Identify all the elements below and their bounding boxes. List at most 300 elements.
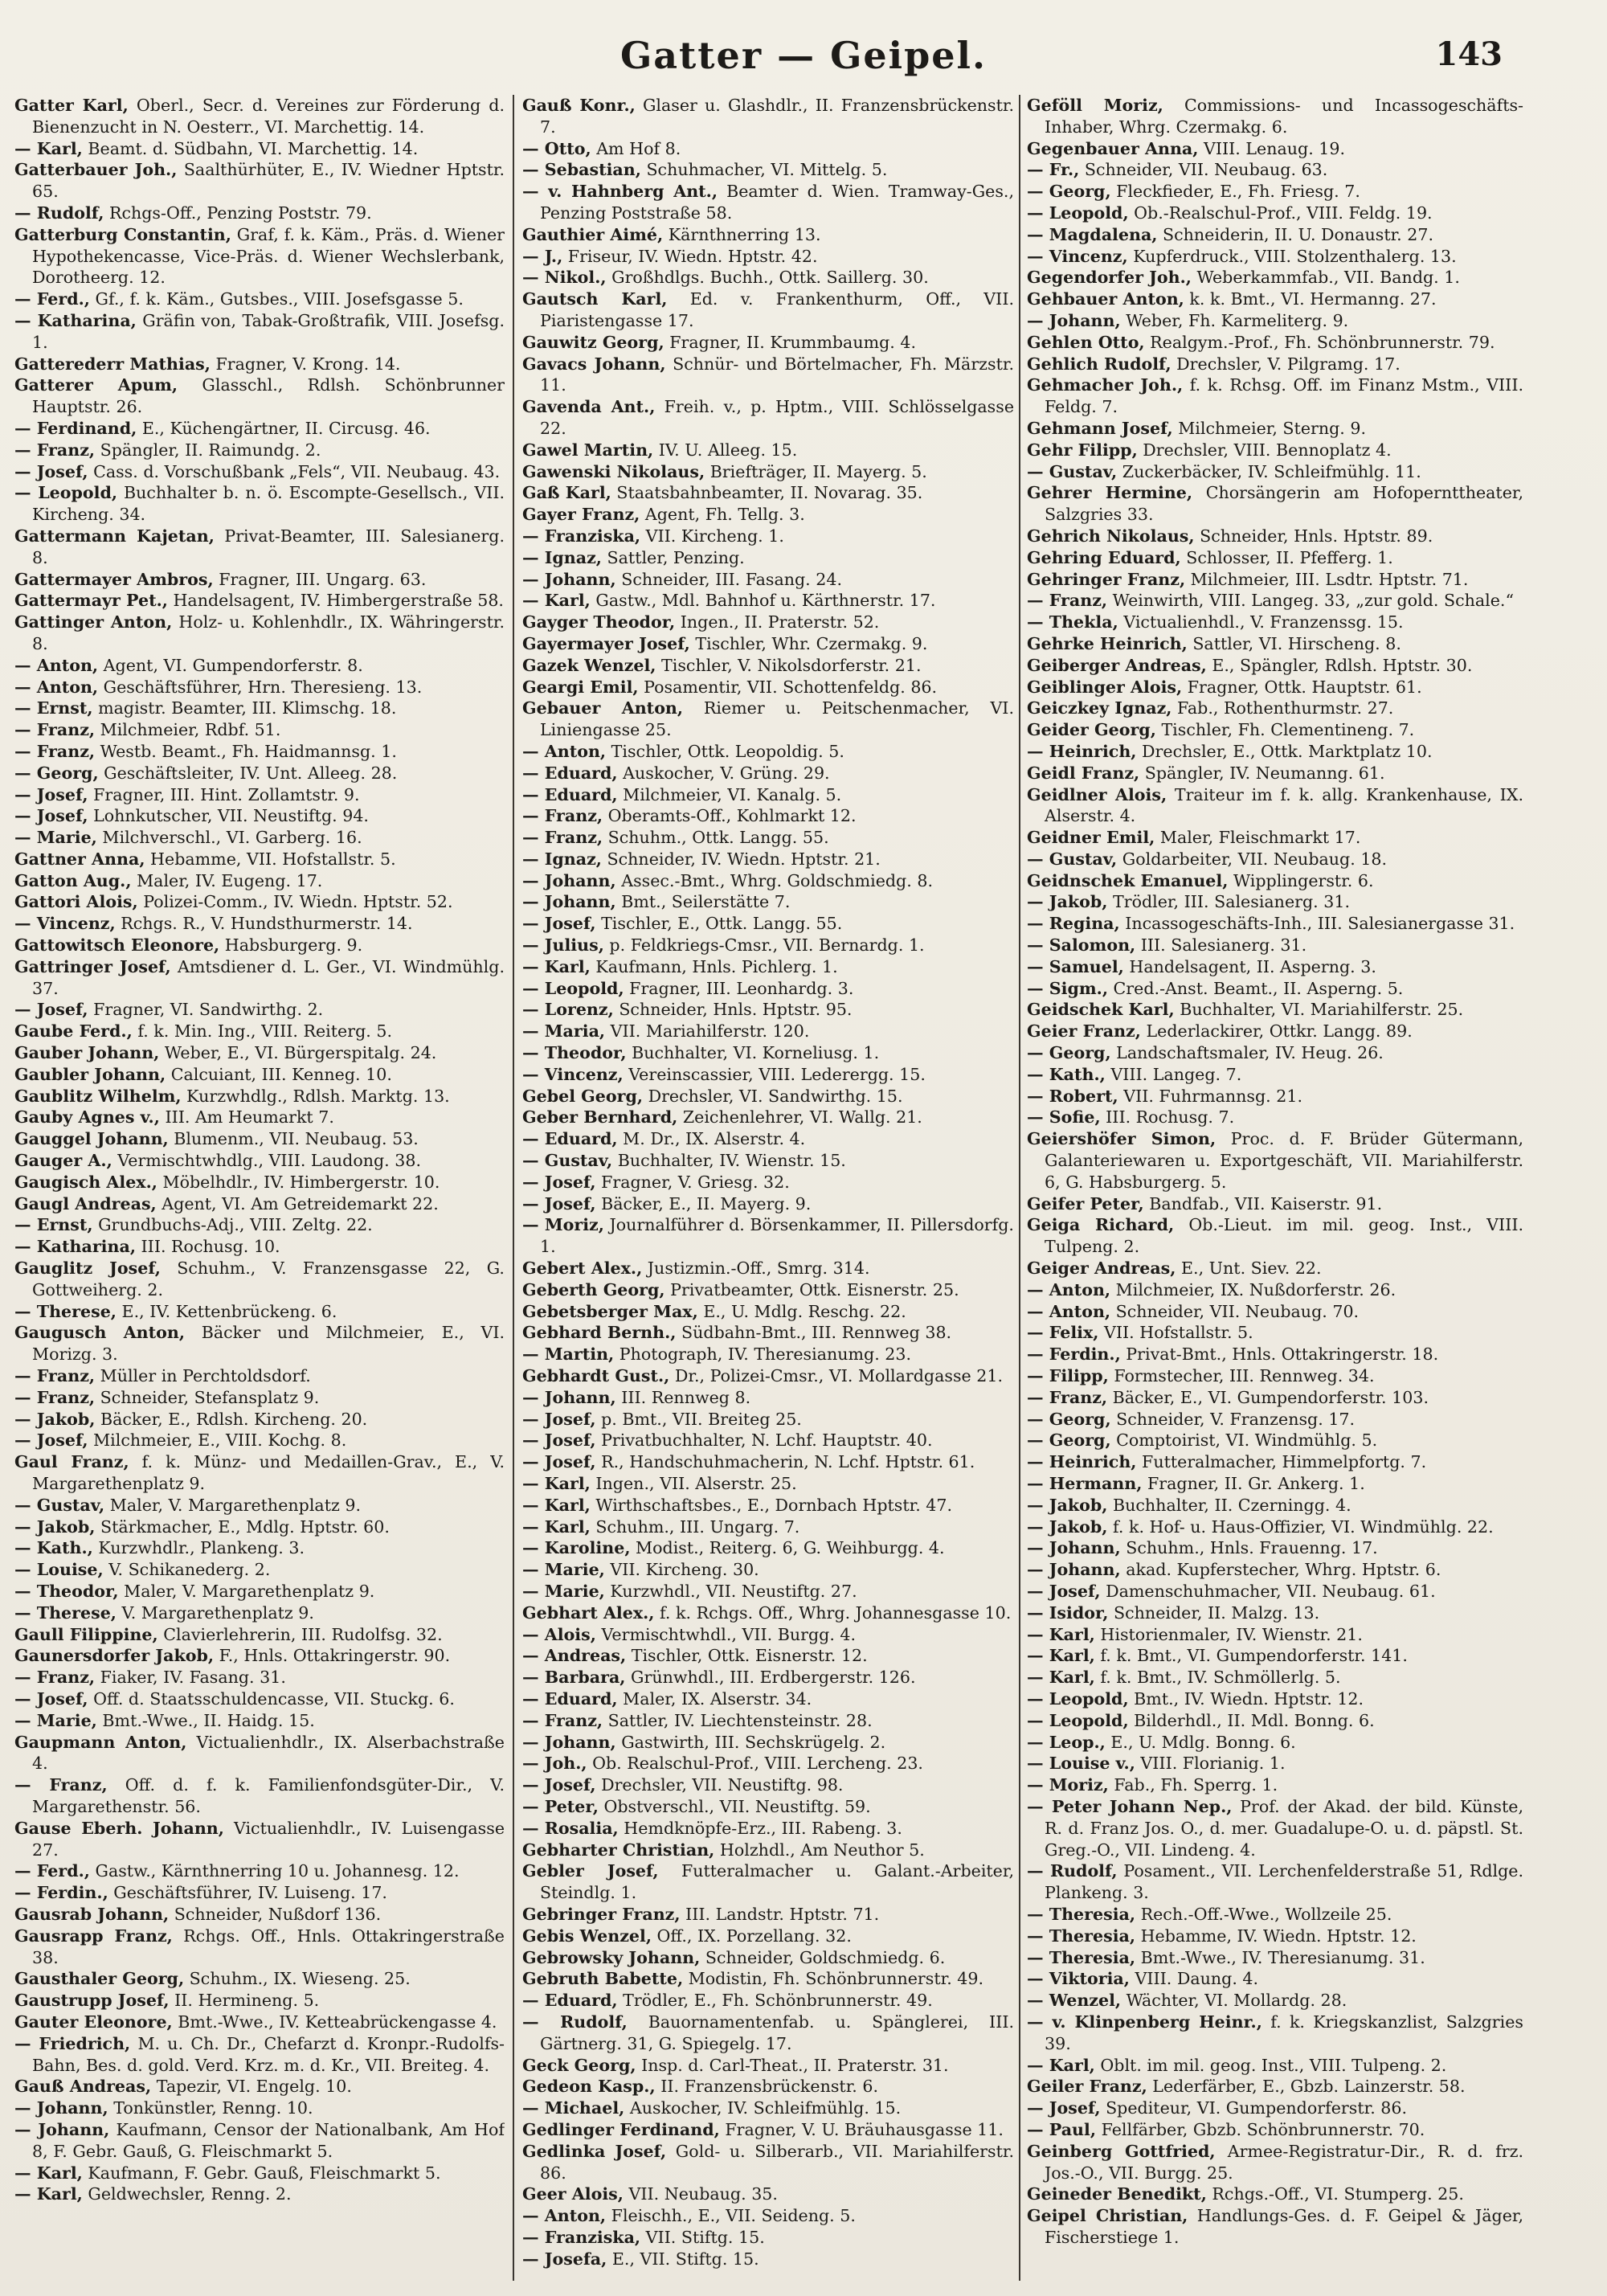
entry-name: — Franz,: [522, 1710, 603, 1730]
entry-name: Gebhart Alex.,: [522, 1602, 655, 1623]
entry-details: Fragner, II. Gr. Ankerg. 1.: [1147, 1474, 1365, 1493]
entry-details: Handelsagent, II. Asperng. 3.: [1129, 956, 1376, 976]
entry-name: Gehbauer Anton,: [1027, 289, 1184, 309]
directory-entry: [522, 827, 1014, 849]
directory-entry: [1027, 1107, 1523, 1128]
entry-name: — Hermann,: [1027, 1474, 1143, 1493]
entry-name: — Katharina,: [14, 1237, 136, 1257]
directory-entry: [14, 1128, 505, 1150]
entry-name: — Michael,: [522, 2098, 625, 2118]
page-number: 143: [1435, 35, 1503, 73]
entry-name: — Josef,: [522, 1193, 596, 1213]
entry-details: Bmt., IV. Wiedn. Hptstr. 12.: [1134, 1688, 1364, 1709]
directory-entry: [522, 1796, 1014, 1818]
entry-name: — Ferdin.,: [1027, 1344, 1121, 1365]
entry-name: Gegenbauer Anna,: [1027, 138, 1199, 158]
directory-entry: [1027, 569, 1523, 591]
entry-name: — Magdalena,: [1027, 224, 1158, 244]
entry-name: Geidschek Karl,: [1027, 1000, 1175, 1020]
entry-name: — J.,: [522, 246, 563, 266]
entry-name: — Sigm.,: [1027, 978, 1108, 998]
entry-details: Buchhalter b. n. ö. Escompte-Gesellsch., VII. Kircheng. 34.: [32, 483, 505, 525]
directory-entry: [1027, 677, 1523, 698]
entry-details: Schneider, VII. Neubaug. 70.: [1115, 1301, 1360, 1321]
page-header: [0, 27, 1607, 84]
entry-details: Modist., Reiterg. 6, G. Weihburgg. 4.: [636, 1538, 945, 1558]
directory-entry: [1027, 827, 1523, 849]
directory-entry: [1027, 935, 1523, 956]
entry-details: Drechsler, VIII. Bennoplatz 4.: [1143, 440, 1392, 460]
directory-entry: [14, 719, 505, 741]
directory-entry: [14, 2119, 505, 2163]
entry-details: f. k. Min. Ing., VIII. Reiterg. 5.: [137, 1021, 392, 1042]
entry-details: Schuhm., IX. Wieseng. 25.: [189, 1969, 411, 1989]
entry-name: Gehmann Josef,: [1027, 418, 1173, 438]
entry-name: Gayer Franz,: [522, 505, 640, 525]
entry-name: — Josef,: [1027, 2098, 1101, 2118]
directory-entry: [1027, 374, 1523, 418]
entry-details: Ob.-Realschul-Prof., VIII. Feldg. 19.: [1134, 203, 1433, 223]
directory-entry: [522, 2055, 1014, 2077]
directory-entry: [1027, 332, 1523, 354]
directory-entry: [1027, 1430, 1523, 1451]
entry-details: III. Rochusg. 10.: [141, 1237, 280, 1257]
directory-entry: [1027, 1796, 1523, 1860]
directory-entry: [1027, 2098, 1523, 2119]
entry-details: Wirthschaftsbes., E., Dornbach Hptstr. 47.: [595, 1495, 953, 1515]
directory-entry: [522, 612, 1014, 633]
entry-name: — Barbara,: [522, 1668, 626, 1688]
entry-details: Fellfärber, Gbzb. Schönbrunnerstr. 70.: [1101, 2119, 1425, 2139]
directory-entry: [522, 1495, 1014, 1516]
entry-details: E., Unt. Siev. 22.: [1181, 1259, 1322, 1279]
entry-name: Gaublitz Wilhelm,: [14, 1086, 182, 1106]
entry-details: Landschaftsmaler, IV. Heug. 26.: [1116, 1043, 1384, 1063]
directory-entry: [14, 1537, 505, 1559]
entry-details: Tischler, Whr. Czermakg. 9.: [695, 633, 928, 653]
directory-entry: [1027, 1473, 1523, 1495]
entry-details: Victualienhdlr., IX. Alserbachstraße 4.: [32, 1732, 505, 1774]
directory-entry: [1027, 2205, 1523, 2249]
entry-name: Gaß Karl,: [522, 483, 611, 503]
entry-name: Gattermayr Pet.,: [14, 591, 168, 611]
entry-name: Gauglitz Josef,: [14, 1259, 161, 1279]
directory-entry: [522, 1301, 1014, 1323]
directory-entry: [1027, 2012, 1523, 2055]
directory-entry: [14, 1064, 505, 1086]
entry-name: Gauby Agnes v.,: [14, 1107, 160, 1128]
entry-details: Fragner, II. Krummbaumg. 4.: [669, 332, 917, 352]
entry-details: VIII. Lenaug. 19.: [1204, 138, 1346, 158]
entry-name: — Georg,: [1027, 1430, 1111, 1451]
entry-name: — Johann,: [522, 1732, 616, 1752]
directory-entry: [1027, 289, 1523, 310]
directory-entry: [1027, 547, 1523, 569]
entry-details: Milchmeier, VI. Kanalg. 5.: [623, 784, 842, 804]
entry-details: VII. Neubaug. 35.: [628, 2184, 778, 2204]
entry-details: Modistin, Fh. Schönbrunnerstr. 49.: [688, 1969, 984, 1989]
entry-name: Gawenski Nikolaus,: [522, 461, 705, 481]
directory-entry: [1027, 1365, 1523, 1387]
directory-entry: [522, 354, 1014, 397]
directory-entry: [1027, 95, 1523, 138]
entry-name: — Moriz,: [522, 1215, 604, 1235]
entry-details: Victualienhdlr., IV. Luisengasse 27.: [32, 1818, 505, 1860]
entry-details: Milchmeier, III. Lsdtr. Hptstr. 71.: [1190, 569, 1469, 589]
entry-details: Agent, VI. Am Getreidemarkt 22.: [162, 1193, 439, 1213]
directory-entry: [14, 1732, 505, 1775]
column-1: [14, 95, 505, 2281]
entry-details: Bmt.-Wwe., II. Haidg. 15.: [102, 1710, 315, 1730]
directory-entry: [14, 159, 505, 203]
entry-name: — Paul,: [1027, 2119, 1097, 2139]
entry-name: — Martin,: [522, 1344, 615, 1365]
directory-entry: [14, 203, 505, 224]
entry-name: Gebruth Babette,: [522, 1969, 684, 1989]
entry-details: Dr., Polizei-Cmsr., VI. Mollardgasse 21.: [674, 1366, 1004, 1386]
directory-entry: [14, 677, 505, 698]
entry-name: — Karl,: [1027, 1624, 1095, 1644]
entry-details: Kurzwhdlg., Rdlsh. Marktg. 13.: [186, 1086, 450, 1106]
entry-details: Lederlackirer, Ottkr. Langg. 89.: [1146, 1021, 1413, 1042]
directory-entry: [14, 2033, 505, 2077]
entry-details: magistr. Beamter, III. Klimschg. 18.: [98, 698, 397, 718]
entry-name: Gattinger Anton,: [14, 612, 173, 632]
entry-details: Schneider, II. Malzg. 13.: [1114, 1602, 1320, 1623]
entry-name: Geiczkey Ignaz,: [1027, 698, 1172, 718]
entry-details: Fab., Rothenthurmstr. 27.: [1177, 698, 1394, 718]
entry-name: — Ernst,: [14, 1215, 93, 1235]
entry-details: E., U. Mdlg. Reschg. 22.: [703, 1301, 906, 1321]
directory-entry: [1027, 1904, 1523, 1926]
entry-name: — Gustav,: [1027, 849, 1118, 869]
entry-details: Möbelhdlr., IV. Himbergerstr. 10.: [162, 1172, 440, 1192]
directory-entry: [522, 1818, 1014, 1840]
directory-entry: [522, 2012, 1014, 2055]
directory-entry: [522, 677, 1014, 698]
entry-details: Kaufmann, Hnls. Pichlerg. 1.: [595, 956, 838, 976]
entry-name: — Theodor,: [14, 1581, 119, 1601]
entry-details: Schuhm., Hnls. Frauenng. 17.: [1126, 1538, 1378, 1558]
entry-details: Futteralmacher u. Galant.-Arbeiter, Steindlg. 1.: [540, 1861, 1014, 1903]
entry-name: — Franz,: [14, 1366, 96, 1386]
entry-name: — Theresia,: [1027, 1926, 1136, 1946]
entry-name: — Josef,: [522, 1430, 596, 1451]
directory-entry: [1027, 1086, 1523, 1107]
entry-details: Commissions- und Incassogeschäfts-Inhaber, Whrg. Czermakg. 6.: [1045, 96, 1523, 137]
entry-details: Goldarbeiter, VII. Neubaug. 18.: [1122, 849, 1388, 869]
entry-details: Maler, V. Margarethenplatz 9.: [109, 1495, 362, 1515]
directory-entry: [14, 849, 505, 870]
directory-entry: [522, 999, 1014, 1021]
entry-name: — Franz,: [1027, 1387, 1108, 1407]
directory-entry: [14, 1667, 505, 1688]
directory-entry: [522, 1344, 1014, 1365]
directory-entry: [522, 1732, 1014, 1754]
entry-details: F., Hnls. Ottakringerstr. 90.: [219, 1646, 451, 1666]
entry-name: — Thekla,: [1027, 612, 1118, 632]
entry-name: — Lorenz,: [522, 1000, 614, 1020]
entry-details: Fleckfieder, E., Fh. Friesg. 7.: [1116, 182, 1360, 202]
entry-details: VII. Stiftg. 15.: [645, 2227, 765, 2247]
directory-entry: [522, 1624, 1014, 1646]
entry-name: Gehmacher Joh.,: [1027, 375, 1184, 395]
entry-name: Gauthier Aimé,: [522, 224, 664, 244]
entry-name: — Karl,: [14, 2163, 83, 2183]
directory-entry: [522, 2076, 1014, 2098]
entry-name: Geidl Franz,: [1027, 763, 1140, 783]
entry-name: — Rudolf,: [14, 203, 104, 223]
entry-name: Gedlinger Ferdinand,: [522, 2119, 720, 2139]
directory-entry: [14, 1214, 505, 1236]
directory-entry: [14, 1774, 505, 1818]
directory-entry: [1027, 440, 1523, 461]
directory-entry: [1027, 267, 1523, 289]
entry-name: — Rosalia,: [522, 1818, 619, 1838]
entry-details: Gastw., Kärnthnerring 10 u. Johannesg. 12.: [95, 1861, 460, 1881]
entry-name: — Franziska,: [522, 2227, 641, 2247]
directory-entry: [14, 1860, 505, 1882]
entry-name: Gebel Georg,: [522, 1086, 644, 1106]
entry-name: — Alois,: [522, 1624, 596, 1644]
directory-entry: [14, 1430, 505, 1451]
entry-details: Off., IX. Porzellang. 32.: [656, 1926, 852, 1946]
entry-name: — Marie,: [14, 1710, 97, 1730]
entry-details: Beamter d. Wien. Tramway-Ges., Penzing Poststraße 58.: [540, 182, 1014, 223]
entry-details: R., Handschuhmacherin, N. Lchf. Hptstr. 61.: [601, 1452, 975, 1472]
entry-name: — Ferdin.,: [14, 1883, 108, 1903]
entry-name: — Franz,: [1027, 591, 1108, 611]
entry-name: — Karl,: [1027, 2055, 1095, 2075]
entry-details: Weber, E., VI. Bürgerspitalg. 24.: [164, 1043, 437, 1063]
entry-name: Geidlner Alois,: [1027, 784, 1167, 804]
entry-name: — Eduard,: [522, 1129, 618, 1149]
entry-details: Chorsängerin am Hofopernttheater, Salzgries 33.: [1045, 483, 1523, 525]
entry-details: Südbahn-Bmt., III. Rennweg 38.: [681, 1323, 952, 1343]
entry-name: — Georg,: [1027, 182, 1111, 202]
entry-details: Fab., Fh. Sperrg. 1.: [1114, 1775, 1278, 1795]
entry-details: Geschäftsführer, Hrn. Theresieng. 13.: [103, 677, 423, 697]
entry-details: Ob. Realschul-Prof., VIII. Lercheng. 23.: [592, 1754, 923, 1774]
entry-name: — Josef,: [1027, 1581, 1101, 1601]
entry-details: Hebamme, IV. Wiedn. Hptstr. 12.: [1140, 1926, 1417, 1946]
directory-entry: [1027, 1042, 1523, 1064]
entry-name: — Jakob,: [14, 1409, 96, 1429]
entry-name: — Regina,: [1027, 914, 1120, 934]
entry-details: Blumenm., VII. Neubaug. 53.: [174, 1129, 419, 1149]
entry-name: Geiler Franz,: [1027, 2077, 1147, 2097]
entry-name: — Franz,: [14, 1387, 96, 1407]
entry-name: Gauß Andreas,: [14, 2077, 152, 2097]
entry-name: — Peter Johann Nep.,: [1027, 1796, 1233, 1816]
entry-details: Glaser u. Glashdlr., II. Franzensbrückenstr. 7.: [540, 96, 1014, 137]
directory-entry: [1027, 956, 1523, 978]
directory-entry: [1027, 138, 1523, 160]
directory-entry: [14, 1968, 505, 1990]
directory-entry: [522, 1904, 1014, 1926]
entry-name: — Jakob,: [1027, 1495, 1108, 1515]
entry-details: Cred.-Anst. Beamt., II. Asperng. 5.: [1113, 978, 1404, 998]
entry-name: — Anton,: [522, 2206, 607, 2226]
entry-name: — Johann,: [522, 1387, 616, 1407]
entry-name: Gausrapp Franz,: [14, 1926, 173, 1946]
entry-details: Stärkmacher, E., Mdlg. Hptstr. 60.: [100, 1516, 390, 1537]
directory-entry: [14, 2076, 505, 2098]
entry-name: Gavenda Ant.,: [522, 397, 656, 417]
directory-entry: [522, 1516, 1014, 1538]
entry-name: — Vincenz,: [522, 1064, 624, 1084]
entry-name: — Johann,: [1027, 310, 1121, 330]
directory-entry: [522, 2098, 1014, 2119]
entry-name: — Anton,: [1027, 1279, 1111, 1299]
entry-name: Gebetsberger Max,: [522, 1301, 698, 1321]
entry-details: Insp. d. Carl-Theat., II. Praterstr. 31.: [641, 2055, 949, 2075]
entry-name: — Franz,: [14, 440, 96, 460]
entry-details: Weinwirth, VIII. Langeg. 33, „zur gold. Schale.“: [1112, 591, 1514, 611]
directory-entry: [14, 698, 505, 719]
entry-name: Gaul Franz,: [14, 1452, 129, 1472]
entry-details: Incassogeschäfts-Inh., III. Salesianergasse 31.: [1125, 914, 1515, 934]
directory-entry: [522, 978, 1014, 1000]
entry-name: — Franz,: [14, 1668, 96, 1688]
directory-entry: [14, 1086, 505, 1107]
directory-entry: [14, 2098, 505, 2119]
directory-entry: [522, 1279, 1014, 1301]
directory-entry: [1027, 698, 1523, 719]
entry-name: — Josef,: [14, 784, 88, 804]
directory-entry: [522, 1667, 1014, 1688]
entry-name: Gausrab Johann,: [14, 1904, 170, 1924]
directory-entry: [14, 590, 505, 612]
entry-details: VII. Kircheng. 1.: [645, 526, 784, 546]
entry-details: III. Rennweg 8.: [621, 1387, 751, 1407]
entry-name: Gauggel Johann,: [14, 1129, 169, 1149]
entry-name: — Nikol.,: [522, 268, 607, 288]
entry-name: Gauwitz Georg,: [522, 332, 664, 352]
directory-entry: [14, 1451, 505, 1495]
entry-details: Spediteur, VI. Gumpendorferstr. 86.: [1106, 2098, 1408, 2118]
entry-details: Fragner, III. Ungarg. 63.: [219, 569, 427, 589]
entry-details: Auskocher, IV. Schleifmühlg. 15.: [629, 2098, 902, 2118]
entry-name: Gaubler Johann,: [14, 1064, 166, 1084]
directory-entry: [522, 440, 1014, 461]
entry-name: Geber Bernhard,: [522, 1107, 678, 1128]
directory-entry: [1027, 203, 1523, 224]
directory-entry: [522, 2119, 1014, 2141]
entry-name: — Franz,: [522, 806, 603, 826]
entry-name: — Johann,: [522, 870, 616, 890]
directory-entry: [14, 1150, 505, 1172]
entry-details: Amtsdiener d. L. Ger., VI. Windmühlg. 37.: [32, 956, 505, 998]
entry-details: Tonkünstler, Renng. 10.: [113, 2098, 313, 2118]
directory-entry: [522, 1086, 1014, 1107]
entry-details: Bmt., Seilerstätte 7.: [621, 892, 791, 912]
directory-entry: [522, 1602, 1014, 1624]
directory-entry: [14, 569, 505, 591]
entry-name: Gaugisch Alex.,: [14, 1172, 157, 1192]
entry-details: E., IV. Kettenbrückeng. 6.: [121, 1301, 337, 1321]
entry-name: — Moriz,: [1027, 1775, 1109, 1795]
entry-details: Bäcker, E., II. Mayerg. 9.: [601, 1193, 812, 1213]
entry-details: p. Bmt., VII. Breiteg 25.: [601, 1409, 802, 1429]
entry-name: Gatterbauer Joh.,: [14, 160, 178, 180]
entry-name: — Gustav,: [522, 1151, 613, 1171]
entry-name: — Vincenz,: [1027, 246, 1128, 266]
entry-details: Oberamts-Off., Kohlmarkt 12.: [607, 806, 857, 826]
entry-name: — Georg,: [1027, 1409, 1111, 1429]
entry-details: Kurzwhdlr., Plankeng. 3.: [98, 1538, 305, 1558]
directory-entry: [1027, 1214, 1523, 1258]
entry-name: Gatton Aug.,: [14, 870, 132, 890]
entry-details: Formstecher, III. Rennweg. 34.: [1114, 1366, 1375, 1386]
entry-details: Kurzwhdl., VII. Neustiftg. 27.: [610, 1581, 857, 1601]
entry-details: VIII. Florianig. 1.: [1140, 1754, 1286, 1774]
directory-entry: [1027, 1753, 1523, 1774]
column-2: [522, 95, 1014, 2281]
directory-entry: [1027, 1860, 1523, 1904]
entry-name: — Therese,: [14, 1602, 117, 1623]
entry-name: — Karoline,: [522, 1538, 631, 1558]
entry-name: — Josef,: [522, 1775, 596, 1795]
entry-details: Schneider, III. Fasang. 24.: [621, 569, 843, 589]
directory-entry: [522, 956, 1014, 978]
directory-entry: [14, 1559, 505, 1581]
entry-details: Kärnthnerring 13.: [668, 224, 821, 244]
entry-details: akad. Kupferstecher, Whrg. Hptstr. 6.: [1126, 1560, 1441, 1580]
directory-entry: [522, 1409, 1014, 1430]
entry-details: Tischler, V. Nikolsdorferstr. 21.: [661, 655, 922, 675]
entry-details: Maler, Fleischmarkt 17.: [1159, 828, 1361, 848]
directory-entry: [14, 1258, 505, 1301]
directory-entry: [14, 1193, 505, 1215]
entry-name: Geiger Andreas,: [1027, 1259, 1176, 1279]
entry-details: Sattler, Penzing.: [607, 547, 745, 567]
directory-entry: [1027, 612, 1523, 633]
directory-entry: [14, 1818, 505, 1861]
entry-details: Bmt.-Wwe., IV. Ketteabrückengasse 4.: [178, 2012, 497, 2032]
entry-details: Bmt.-Wwe., IV. Theresianumg. 31.: [1140, 1947, 1425, 1967]
entry-details: Schneider, Hnls. Hptstr. 89.: [1200, 526, 1433, 546]
directory-entry: [522, 267, 1014, 289]
entry-details: Fleischh., E., VII. Seideng. 5.: [611, 2206, 856, 2226]
entry-name: — Sebastian,: [522, 160, 641, 180]
entry-name: — Karl,: [1027, 1668, 1095, 1688]
entry-details: Schuhmacher, VI. Mittelg. 5.: [646, 160, 888, 180]
directory-entry: [1027, 1322, 1523, 1344]
entry-name: — Theresia,: [1027, 1904, 1136, 1924]
entry-details: Schneider, Goldschmiedg. 6.: [705, 1947, 946, 1967]
entry-details: II. Franzensbrückenstr. 6.: [660, 2077, 879, 2097]
entry-details: Oblt. im mil. geog. Inst., VIII. Tulpeng. 2.: [1100, 2055, 1447, 2075]
entry-name: — Johann,: [522, 569, 616, 589]
entry-name: Gause Eberh. Johann,: [14, 1818, 224, 1838]
entry-details: VIII. Daung. 4.: [1135, 1969, 1259, 1989]
directory-entry: [522, 935, 1014, 956]
entry-name: — Vincenz,: [14, 914, 116, 934]
directory-entry: [1027, 633, 1523, 655]
entry-name: Geiblinger Alois,: [1027, 677, 1183, 697]
entry-details: Fragner, III. Hint. Zollamtstr. 9.: [93, 784, 360, 804]
entry-details: Privatbeamter, Ottk. Eisnerstr. 25.: [670, 1279, 959, 1299]
entry-name: — Gustav,: [14, 1495, 105, 1515]
entry-name: Gehr Filipp,: [1027, 440, 1138, 460]
directory-entry: [14, 138, 505, 160]
entry-name: — Leopold,: [14, 483, 118, 503]
entry-name: — Theresia,: [1027, 1947, 1136, 1967]
running-title: Gatter — Geipel.: [619, 34, 988, 77]
entry-details: Posament., VII. Lerchenfelderstraße 51, Rdlge. Plankeng. 3.: [1045, 1861, 1523, 1903]
entry-details: Auskocher, V. Grüng. 29.: [623, 763, 830, 783]
